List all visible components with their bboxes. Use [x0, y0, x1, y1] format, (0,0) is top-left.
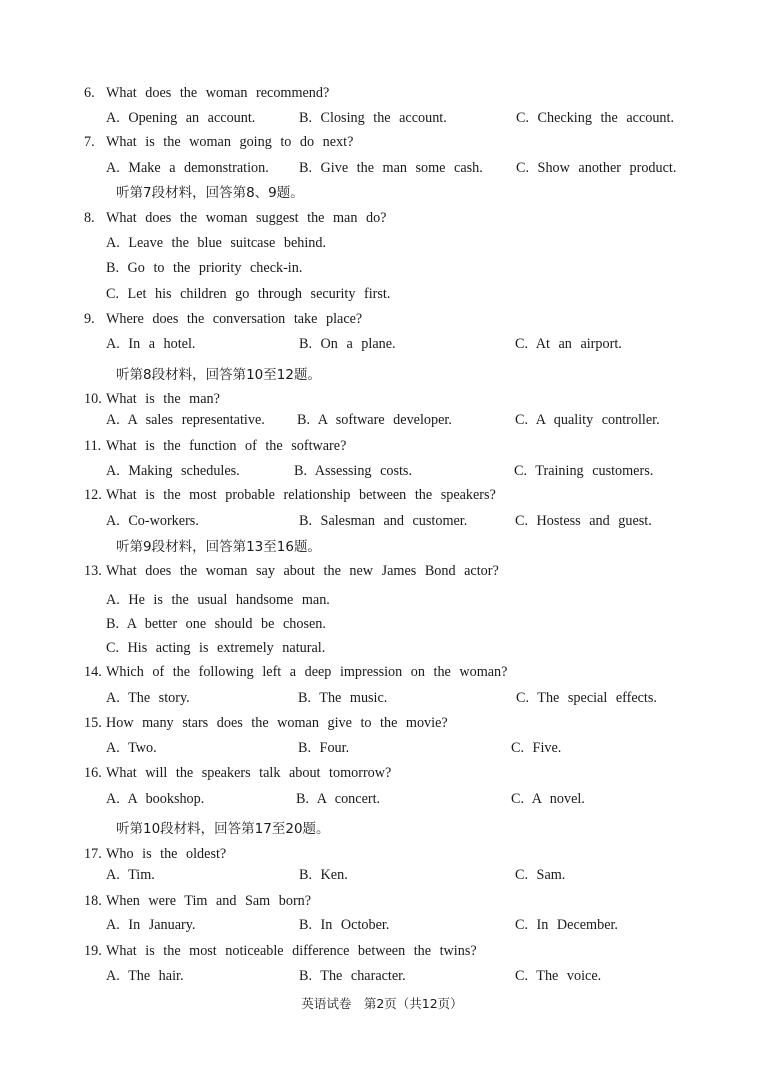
question-9-option-c: C. At an airport. — [515, 336, 622, 352]
question-15-option-c: C. Five. — [511, 740, 562, 756]
section-heading-8: 听第8段材料，回答第10至12题。 — [116, 367, 321, 383]
question-18-number: 18. — [84, 893, 102, 909]
question-8-number: 8. — [84, 210, 95, 226]
question-7-number: 7. — [84, 134, 95, 150]
question-14-option-b: B. The music. — [298, 690, 388, 706]
question-12-text: What is the most probable relationship between the speakers? — [106, 487, 496, 503]
question-11-option-b: B. Assessing costs. — [294, 463, 412, 479]
question-15-option-b: B. Four. — [298, 740, 350, 756]
question-7-option-b: B. Give the man some cash. — [299, 160, 483, 176]
question-11-text: What is the function of the software? — [106, 438, 347, 454]
question-16-number: 16. — [84, 765, 102, 781]
question-12-option-b: B. Salesman and customer. — [299, 513, 468, 529]
question-6-text: What does the woman recommend? — [106, 85, 330, 101]
question-17-number: 17. — [84, 846, 102, 862]
question-8-option-a: A. Leave the blue suitcase behind. — [106, 235, 327, 251]
question-6-number: 6. — [84, 85, 95, 101]
question-10-text: What is the man? — [106, 391, 220, 407]
question-10-number: 10. — [84, 391, 102, 407]
section-heading-9: 听第9段材料，回答第13至16题。 — [116, 539, 321, 555]
question-19-text: What is the most noticeable difference between the twins? — [106, 943, 477, 959]
question-8-option-c: C. Let his children go through security first. — [106, 286, 391, 302]
question-6-option-c: C. Checking the account. — [516, 110, 675, 126]
question-9-option-a: A. In a hotel. — [106, 336, 196, 352]
question-6-option-a: A. Opening an account. — [106, 110, 256, 126]
question-9-number: 9. — [84, 311, 95, 327]
question-18-text: When were Tim and Sam born? — [106, 893, 312, 909]
question-12-number: 12. — [84, 487, 102, 503]
question-15-option-a: A. Two. — [106, 740, 157, 756]
question-19-number: 19. — [84, 943, 102, 959]
question-7-text: What is the woman going to do next? — [106, 134, 354, 150]
question-16-option-a: A. A bookshop. — [106, 791, 205, 807]
question-11-option-a: A. Making schedules. — [106, 463, 240, 479]
question-18-option-b: B. In October. — [299, 917, 390, 933]
question-13-option-b: B. A better one should be chosen. — [106, 616, 326, 632]
section-heading-7: 听第7段材料，回答第8、9题。 — [116, 185, 304, 201]
question-19-option-c: C. The voice. — [515, 968, 602, 984]
question-17-option-b: B. Ken. — [299, 867, 348, 883]
question-8-text: What does the woman suggest the man do? — [106, 210, 387, 226]
question-13-option-c: C. His acting is extremely natural. — [106, 640, 326, 656]
question-19-option-b: B. The character. — [299, 968, 406, 984]
question-18-option-c: C. In December. — [515, 917, 618, 933]
question-7-option-a: A. Make a demonstration. — [106, 160, 269, 176]
page-footer: 英语试卷 第2页（共12页） — [301, 996, 463, 1011]
question-12-option-a: A. Co-workers. — [106, 513, 199, 529]
question-8-option-b: B. Go to the priority check-in. — [106, 260, 303, 276]
question-11-option-c: C. Training customers. — [514, 463, 654, 479]
question-17-text: Who is the oldest? — [106, 846, 227, 862]
question-11-number: 11. — [84, 438, 102, 454]
question-12-option-c: C. Hostess and guest. — [515, 513, 652, 529]
question-7-option-c: C. Show another product. — [516, 160, 677, 176]
question-13-text: What does the woman say about the new James Bond actor? — [106, 563, 499, 579]
question-9-option-b: B. On a plane. — [299, 336, 396, 352]
question-18-option-a: A. In January. — [106, 917, 196, 933]
question-13-option-a: A. He is the usual handsome man. — [106, 592, 330, 608]
question-10-option-b: B. A software developer. — [297, 412, 452, 428]
question-10-option-a: A. A sales representative. — [106, 412, 265, 428]
question-17-option-c: C. Sam. — [515, 867, 566, 883]
question-16-option-c: C. A novel. — [511, 791, 585, 807]
question-10-option-c: C. A quality controller. — [515, 412, 660, 428]
question-14-option-c: C. The special effects. — [516, 690, 657, 706]
question-14-option-a: A. The story. — [106, 690, 190, 706]
question-6-option-b: B. Closing the account. — [299, 110, 447, 126]
question-15-number: 15. — [84, 715, 102, 731]
question-14-text: Which of the following left a deep impression on the woman? — [106, 664, 508, 680]
question-19-option-a: A. The hair. — [106, 968, 184, 984]
section-heading-10: 听第10段材料，回答第17至20题。 — [116, 821, 330, 837]
question-9-text: Where does the conversation take place? — [106, 311, 363, 327]
question-14-number: 14. — [84, 664, 102, 680]
question-17-option-a: A. Tim. — [106, 867, 155, 883]
question-15-text: How many stars does the woman give to the movie? — [106, 715, 448, 731]
question-16-text: What will the speakers talk about tomorrow? — [106, 765, 392, 781]
question-13-number: 13. — [84, 563, 102, 579]
question-16-option-b: B. A concert. — [296, 791, 381, 807]
